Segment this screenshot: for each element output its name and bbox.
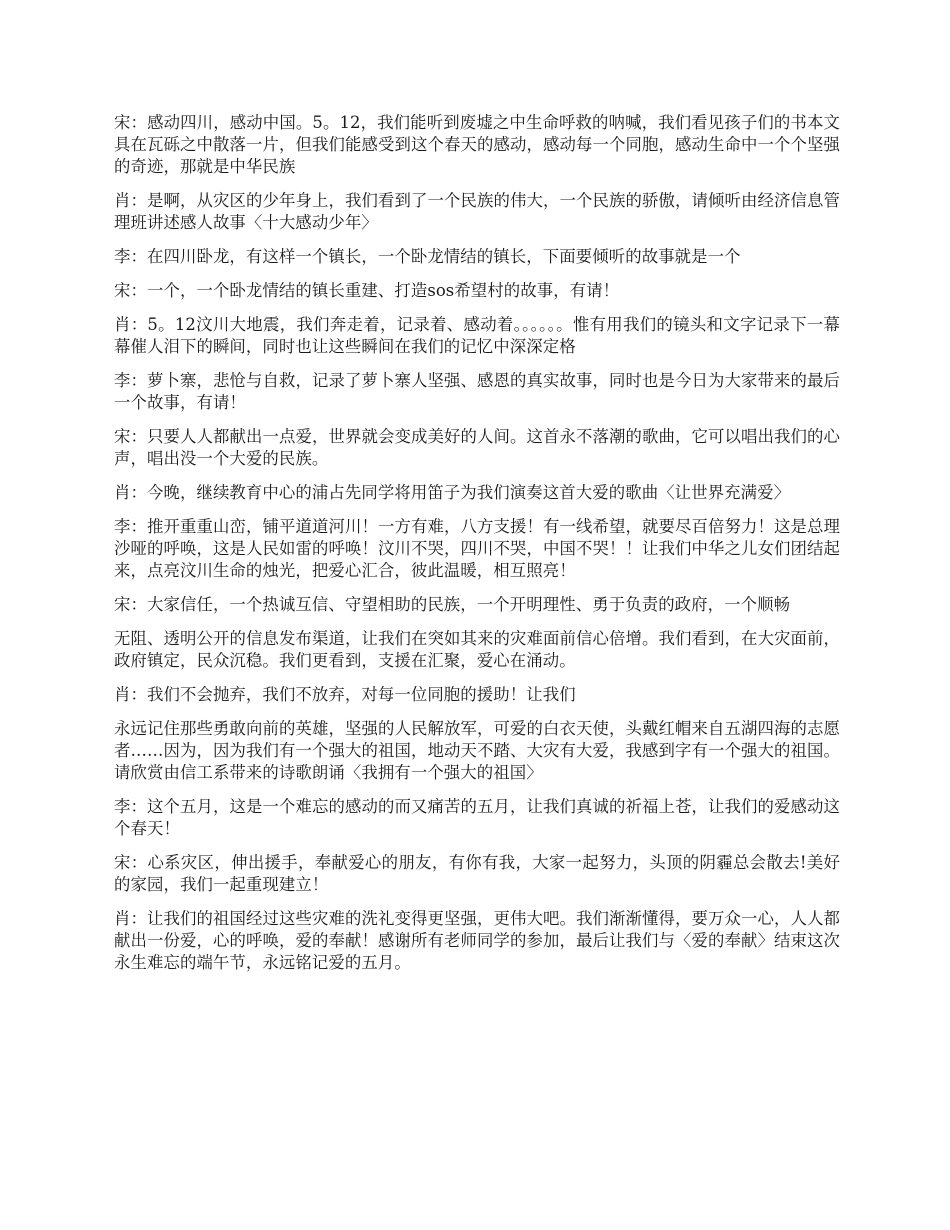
paragraph-14: 李：这个五月，这是一个难忘的感动的而又痛苦的五月，让我们真诚的祈福上苍，让我们的爱感动这个春天！ (114, 797, 840, 838)
paragraph-13: 永远记住那些勇敢向前的英雄，坚强的人民解放军，可爱的白衣天使，头戴红帽来自五湖四海的志愿者……因为，因为我们有一个强大的祖国，地动天不踏、大灾有大爱，我感到字有一个强大的祖国。请欣赏由信工系带来的诗歌朗诵〈我拥有一个强大的祖国〉 (114, 719, 840, 782)
paragraph-3: 李：在四川卧龙，有这样一个镇长，一个卧龙情结的镇长，下面要倾听的故事就是一个 (114, 247, 741, 266)
paragraph-4: 宋：一个，一个卧龙情结的镇长重建、打造sos希望村的故事，有请！ (114, 281, 620, 300)
paragraph-2: 肖：是啊，从灾区的少年身上，我们看到了一个民族的伟大，一个民族的骄傲，请倾听由经济信息管理班讲述感人故事〈十大感动少年〉 (114, 191, 840, 232)
paragraph-15: 宋：心系灾区，伸出援手，奉献爱心的朋友，有你有我，大家一起努力，头顶的阴霾总会散去!美好的家园，我们一起重现建立！ (114, 853, 840, 894)
paragraph-11: 无阻、透明公开的信息发布渠道，让我们在突如其来的灾难面前信心倍增。我们看到，在大灾面前，政府镇定，民众沉稳。我们更看到，支援在汇聚，爱心在涌动。 (114, 629, 840, 670)
paragraph-5: 肖：5。12汶川大地震，我们奔走着，记录着、感动着。。。。。。惟有用我们的镜头和文字记录下一幕幕催人泪下的瞬间，同时也让这些瞬间在我们的记忆中深深定格 (114, 315, 840, 356)
document-page (114, 112, 840, 986)
paragraph-7: 宋：只要人人都献出一点爱，世界就会变成美好的人间。这首永不落潮的歌曲，它可以唱出我们的心声，唱出没一个大爱的民族。 (114, 427, 840, 468)
paragraph-12: 肖：我们不会抛弃，我们不放弃，对每一位同胞的援助！让我们 (114, 685, 576, 704)
paragraph-16: 肖：让我们的祖国经过这些灾难的洗礼变得更坚强，更伟大吧。我们渐渐懂得，要万众一心，人人都献出一份爱，心的呼唤，爱的奉献！感谢所有老师同学的参加，最后让我们与〈爱的奉献〉结束这次永生难忘的端午节，永远铭记爱的五月。 (114, 909, 840, 972)
paragraph-6: 李：萝卜寨，悲怆与自救，记录了萝卜寨人坚强、感恩的真实故事，同时也是今日为大家带来的最后一个故事，有请！ (114, 371, 840, 412)
paragraph-9: 李：推开重重山峦，铺平道道河川！一方有难，八方支援！有一线希望，就要尽百倍努力！这是总理沙哑的呼唤，这是人民如雷的呼唤！汶川不哭，四川不哭，中国不哭！！让我们中华之儿女们团结起来，点亮汶川生命的烛光，把爱心汇合，彼此温暖，相互照亮！ (114, 517, 840, 580)
paragraph-10: 宋：大家信任，一个热诚互信、守望相助的民族，一个开明理性、勇于负责的政府，一个顺畅 (114, 595, 791, 614)
paragraph-8: 肖：今晚，继续教育中心的浦占先同学将用笛子为我们演奏这首大爱的歌曲〈让世界充满爱〉 (114, 483, 791, 502)
paragraph-1: 宋：感动四川，感动中国。5。12，我们能听到废墟之中生命呼救的呐喊，我们看见孩子们的书本文具在瓦砾之中散落一片，但我们能感受到这个春天的感动，感动每一个同胞，感动生命中一个个坚强的奇迹，那就是中华民族 (114, 113, 840, 176)
